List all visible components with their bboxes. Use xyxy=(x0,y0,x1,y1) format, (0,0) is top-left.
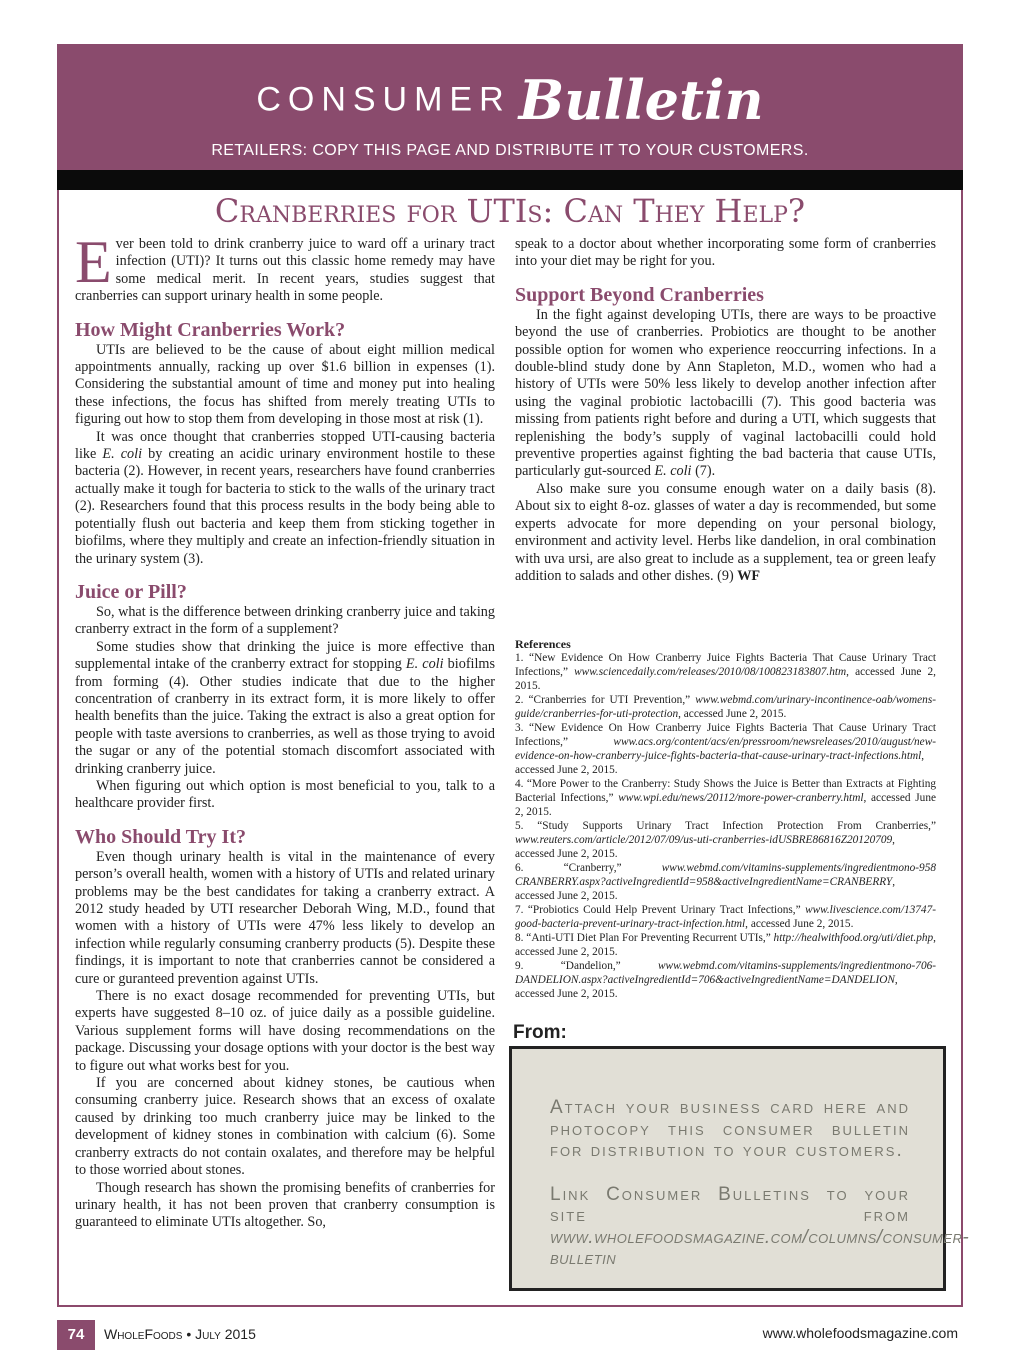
reference-text: 7. “Probiotics Could Help Prevent Urinary Tract Infections,” xyxy=(515,904,806,916)
card-link-text: Link Consumer Bulletins to your site from xyxy=(550,1183,910,1226)
reference-item xyxy=(515,861,936,903)
reference-accessed: , accessed June 2, 2015. xyxy=(515,974,898,1000)
reference-text: 8. “Anti-UTI Diet Plan For Preventing Recurrent UTIs,” xyxy=(515,932,774,944)
reference-url[interactable]: www.livescience.com/13747-good-bacteria-prevent-urinary-tract-infection.html xyxy=(515,904,936,930)
from-label: From: xyxy=(513,1022,567,1043)
intro-paragraph xyxy=(75,229,495,306)
reference-url[interactable]: www.webmd.com/urinary-incontinence-oab/womens-guide/cranberries-for-uti-protection xyxy=(515,694,936,720)
text-run: (7). xyxy=(691,463,716,480)
text-run: Some studies show that drinking the juice is more effective than supplemental intake of the cranberry extract for stopping xyxy=(75,638,495,673)
reference-text: 3. “New Evidence On How Cranberry Juice Fights Bacteria That Cause Urinary Tract Infections,” xyxy=(515,722,936,748)
paragraph xyxy=(75,639,495,778)
reference-accessed: , accessed June 2, 2015. xyxy=(515,932,936,958)
card-link-line xyxy=(550,1183,970,1270)
reference-text: 4. “More Power to the Cranberry: Study Shows the Juice is Better than Extracts at Fighting Bacterial Infections,” xyxy=(515,778,936,804)
paragraph: There is no exact dosage recommended for preventing UTIs, but experts have suggested 8–10 oz. of juice daily as a possible guideline. Various supplement forms will have dosing recommendations on the package. Discussing your dosage options with your doctor is the best way to figure out what works best for you. xyxy=(75,988,495,1074)
paragraph: If you are concerned about kidney stones, be cautious when consuming cranberry juice. Research shows that an excess of oxalate caused by drinking too much cranberry juice may be linked to the development of kidney stones in combination with calcium (6). Some cranberry extracts do not contain oxalates, and therefore may be helpful to those worried about stones. xyxy=(75,1075,495,1179)
right-column xyxy=(515,236,936,585)
reference-item xyxy=(515,651,936,693)
paragraph xyxy=(75,429,495,568)
business-card-box xyxy=(509,1046,970,1291)
card-instructions xyxy=(550,1097,970,1270)
reference-text: 5. “Study Supports Urinary Tract Infection Protection From Cranberries,” xyxy=(515,820,936,832)
reference-url[interactable]: www.acs.org/content/acs/en/pressroom/newsreleases/2010/august/new-evidence-on-how-cranberry-juice-fights-bacteria-that-cause-urinary-tract-infections.html xyxy=(515,736,936,762)
reference-item xyxy=(515,903,936,931)
reference-url[interactable]: www.webmd.com/vitamins-supplements/ingredientmono-706-DANDELION.aspx?activeIngredientId=706&activeIngredientName=DANDELION xyxy=(515,960,936,986)
reference-accessed: , accessed June 2, 2015. xyxy=(515,792,936,818)
section-heading-juice-or-pill: Juice or Pill? xyxy=(75,580,187,603)
paragraph: Though research has shown the promising benefits of cranberries for urinary health, it has not been proven that cranberry consumption is guaranteed to eliminate UTIs altogether. So, xyxy=(75,1179,495,1231)
reference-item xyxy=(515,931,936,959)
signoff-mark: WF xyxy=(737,567,761,584)
italic-text: E. coli xyxy=(654,463,692,480)
page-number: 74 xyxy=(57,1320,95,1350)
reference-accessed: , accessed June 2, 2015. xyxy=(745,918,854,930)
reference-url[interactable]: http://healwithfood.org/uti/diet.php xyxy=(773,932,934,944)
reference-accessed: , accessed June 2, 2015. xyxy=(678,708,787,720)
banner-title xyxy=(57,68,963,132)
reference-text: 2. “Cranberries for UTI Prevention,” xyxy=(515,694,696,706)
reference-text: 6. “Cranberry,” xyxy=(515,862,662,874)
header-divider-bar xyxy=(57,170,963,190)
text-run: biofilms from forming (4). Other studies indicate that due to the higher concentration of cranberry in its extract form, it is more likely to offer health benefits than the juice. Taking the extract is also a great option for people with taste aversions to cranberries, as well as those trying to avoid the sugar or any of the potential stomach discomfort associated with drinking cranberry juice. xyxy=(75,656,495,777)
references-block xyxy=(515,637,936,1001)
banner-bulletin-word: Bulletin xyxy=(518,68,764,132)
reference-item xyxy=(515,693,936,721)
text-run: Also make sure you consume enough water on a daily basis (8). About six to eight 8-oz. glasses of water a day is recommended, but some experts advocate for more depending on your personal biology, environment and activity level. Herbs like dandelion, in oral combination with uva ursi, are also great to include as a supplement, tea or green leafy addition to salads and other dishes. (9) xyxy=(515,480,936,584)
reference-text: 9. “Dandelion,” xyxy=(515,960,658,972)
text-run: In the fight against developing UTIs, there are ways to be proactive beyond the use of cranberries. Probiotics are thought to be another possible option for women who experience reoccurring infections. In a double-blind study done by Ann Stapleton, M.D., women who had a history of UTIs were 50% less likely to develop another infection after using the vaginal probiotic lactobacilli (7). This good bacteria was missing from patients right before and during a UTI, which suggests that replenishing the body’s supply of vaginal lactobacilli could hold preventive properties against fighting the bad bacteria that cause UTIs, particularly gut-sourced xyxy=(515,306,936,480)
italic-text: E. coli xyxy=(102,446,143,463)
references-heading: References xyxy=(515,637,571,651)
text-run: It was once thought that cranberries stopped UTI-causing bacteria like xyxy=(75,428,495,463)
reference-url[interactable]: www.sciencedaily.com/releases/2010/08/100823183807.htm xyxy=(574,666,847,678)
card-link-url[interactable]: www.wholefoodsmagazine.com/columns/consumer-bulletin xyxy=(550,1226,970,1269)
reference-item xyxy=(515,959,936,1001)
reference-accessed: , accessed June 2, 2015. xyxy=(515,834,895,860)
header-banner xyxy=(57,44,963,170)
paragraph: UTIs are believed to be the cause of about eight million medical appointments annually, racking up over $1.6 billion in expenses (1). Considering the substantial amount of time and money put into healing these infections, the focus has shifted from merely treating UTIs to figuring out how to stop them from developing in those most at risk (1). xyxy=(75,341,495,428)
card-instruction-line: Attach your business card here and photocopy this consumer bulletin for distribution to your customers. xyxy=(550,1097,910,1161)
section-heading-how-work: How Might Cranberries Work? xyxy=(75,318,346,341)
reference-item xyxy=(515,819,936,861)
reference-accessed: , accessed June 2, 2015. xyxy=(515,876,896,902)
italic-text: E. coli xyxy=(405,656,444,673)
reference-url[interactable]: www.wpi.edu/news/20112/more-power-cranberry.html xyxy=(618,792,864,804)
reference-item xyxy=(515,721,936,777)
reference-url[interactable]: www.reuters.com/article/2012/07/09/us-uti-cranberries-idUSBRE86816Z20120709 xyxy=(515,834,893,846)
article-title: Cranberries for UTIs: Can They Help? xyxy=(214,192,806,230)
left-column xyxy=(75,229,495,1232)
paragraph: So, what is the difference between drinking cranberry juice and taking cranberry extract in the form of a supplement? xyxy=(75,603,495,638)
reference-text: 1. “New Evidence On How Cranberry Juice Fights Bacteria That Cause Urinary Tract Infections,” xyxy=(515,652,936,678)
drop-cap: E xyxy=(75,229,112,295)
footer-website[interactable]: www.wholefoodsmagazine.com xyxy=(762,1325,958,1341)
paragraph: When figuring out which option is most beneficial to you, talk to a healthcare provider first. xyxy=(75,777,495,812)
paragraph xyxy=(515,307,936,481)
section-heading-support-beyond: Support Beyond Cranberries xyxy=(515,283,764,306)
paragraph: speak to a doctor about whether incorporating some form of cranberries into your diet may be right for you. xyxy=(515,236,936,270)
reference-url[interactable]: www.webmd.com/vitamins-supplements/ingredientmono-958 CRANBERRY.aspx?activeIngredientId=958&activeIngredientName=CRANBERRY xyxy=(515,862,936,888)
text-run: by creating an acidic urinary environment hostile to these bacteria (2). However, in recent years, researchers have found cranberries actually make it tough for bacteria to stick to the walls of the urinary tract (2). Researchers found that this process results in the body being able to potentially flush out bacteria and keep them from sticking together in biofilms, where they multiply and create an infection-friendly situation in the urinary system (3). xyxy=(75,446,495,567)
reference-item xyxy=(515,777,936,819)
banner-consumer-word: CONSUMER xyxy=(256,80,511,119)
section-heading-who-should-try: Who Should Try It? xyxy=(75,825,246,848)
reference-accessed: , accessed June 2, 2015. xyxy=(515,750,925,776)
footer-publication: WholeFoods • July 2015 xyxy=(104,1326,256,1342)
reference-accessed: , accessed June 2, 2015. xyxy=(515,666,936,692)
banner-subtitle: RETAILERS: COPY THIS PAGE AND DISTRIBUTE IT TO YOUR CUSTOMERS. xyxy=(211,142,809,159)
intro-text: ver been told to drink cranberry juice to ward off a urinary tract infection (UTI)? It turns out this classic home remedy may have some medical merit. In recent years, studies suggest that cranberries can support urinary health in some people. xyxy=(75,236,495,305)
paragraph: Even though urinary health is vital in the maintenance of every person’s overall health, women with a history of UTIs and related urinary problems may be the best candidates for taking a cranberry extract. A 2012 study headed by UTI researcher Deborah Wing, M.D., found that women with a history of UTIs were 47% less likely to develop an infection while regularly consuming cranberry products (5). Despite these findings, it is important to note that cranberries cannot be considered a cure or guranteed prevention against UTIs. xyxy=(75,848,495,987)
paragraph xyxy=(515,481,936,585)
